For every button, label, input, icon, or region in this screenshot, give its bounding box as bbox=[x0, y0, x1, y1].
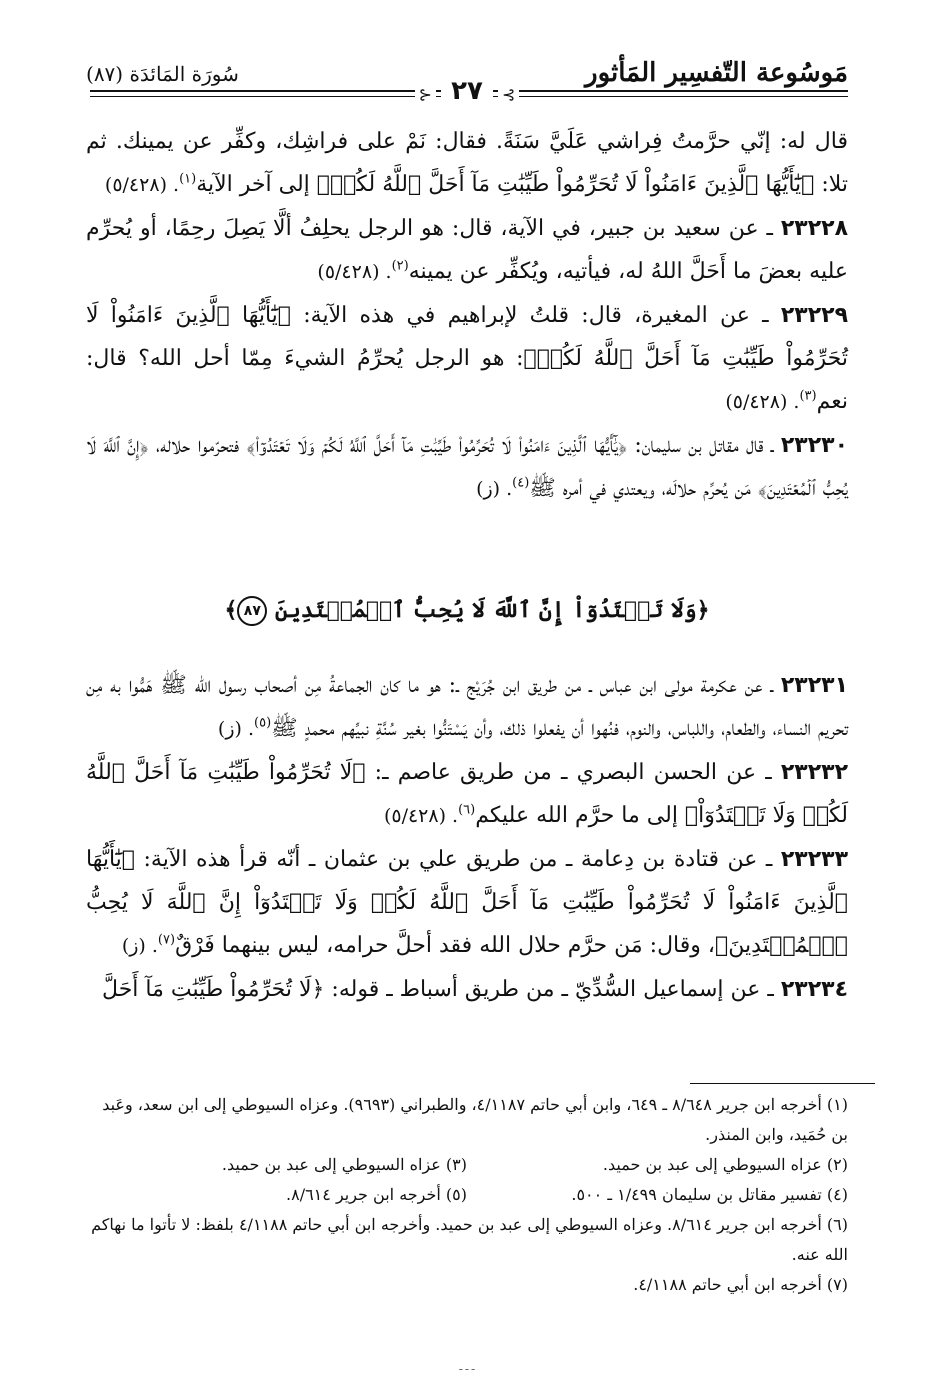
verse-close: ﴾ bbox=[224, 597, 238, 623]
verse-heading bbox=[86, 596, 848, 626]
narration-number: ٢٣٢٣٠ bbox=[780, 433, 848, 458]
narration-entry bbox=[86, 664, 848, 751]
footnote-marker: (٧) bbox=[157, 932, 176, 948]
footnotes bbox=[86, 1090, 848, 1300]
narration-entry bbox=[86, 294, 848, 424]
narration-entry bbox=[86, 207, 848, 294]
page-number-block bbox=[0, 76, 934, 106]
ornament-icon: ⊰ bbox=[498, 85, 519, 104]
footnote-5: (٥) أخرجه ابن جرير ٨/٦١٤. bbox=[286, 1185, 467, 1204]
verse-text: ﴿وَلَا تَعۡتَدُوٓاْ إِنَّ ٱللَّهَ لَا يُحِبُّ ٱلۡمُعۡتَدِينَ bbox=[275, 597, 710, 623]
paragraph-text: ـ عن إسماعيل السُّدِّيّ ـ من طريق أسباط ـ قوله: ﴿لَا تُحَرِّمُواْ طَيِّبَٰتِ مَآ أَحَلَّ bbox=[102, 977, 781, 1002]
source-ref: . (ز) bbox=[217, 718, 255, 740]
narration-number: ٢٣٢٣٤ bbox=[780, 977, 848, 1002]
surah-title: سُورَة المَائدَة (٨٧) bbox=[86, 62, 239, 86]
paragraph-text: ـ عن الحسن البصري ـ من طريق عاصم ـ: ﴿لَا تُحَرِّمُواْ طَيِّبَٰتِ مَآ أَحَلَّ ٱللَّهُ لَكُمۡ وَلَا تَعۡتَدُوٓاْ﴾ إلى ما حرَّم الله عليكم bbox=[86, 760, 848, 828]
paragraph-text: ـ عن عكرمة مولى ابن عباس ـ من طريق ابن جُرَيْج ـ: هو ما كان الجماعةُ مِن أصحاب رسول الله ﷺ هَمُّوا به مِن تحريم النساء، والطعام، واللباس، والنوم، فنُهوا أن يفعلوا ذلك، وأن يَسْتَنُّوا بغير سُنَّةِ نبيِّهم محمدٍ ﷺ bbox=[86, 673, 848, 741]
narration-entry bbox=[86, 838, 848, 968]
paragraph-text: ـ عن المغيرة، قال: قلتُ لإبراهيم في هذه الآية: ﴿يَٰٓأَيُّهَا ٱلَّذِينَ ءَامَنُواْ لَا تُحَرِّمُواْ طَيِّبَٰتِ مَآ أَحَلَّ ٱللَّهُ لَكُمۡ﴾: هو الرجل يُحرِّمُ الشيءَ مِمّا أحل الله؟ قال: نعم bbox=[86, 303, 848, 414]
source-ref: . (ز) bbox=[121, 935, 158, 957]
footnote-divider bbox=[690, 1083, 875, 1084]
book-title: مَوسُوعة التّفسِير المَأثور bbox=[585, 58, 848, 88]
footnote-marker: (٤) bbox=[512, 475, 530, 491]
footnote-row bbox=[86, 1180, 848, 1210]
ornament-icon: ⊱ bbox=[415, 85, 436, 104]
narration-number: ٢٣٢٣١ bbox=[780, 673, 848, 698]
paragraph-text: ـ عن سعيد بن جبير، في الآية، قال: هو الرجل يحلِفُ ألَّا يَصِلَ رحِمًا، أو يُحرِّم عليه بعضَ ما أَحَلَّ اللهُ له، فيأتيه، ويُكفِّر عن يمينه bbox=[86, 216, 848, 284]
footnote-4: (٤) تفسير مقاتل بن سليمان ١/٤٩٩ ـ ٥٠٠. bbox=[571, 1185, 848, 1204]
footnote-marker: (١) bbox=[179, 171, 197, 187]
narration-number: ٢٣٢٢٩ bbox=[780, 303, 848, 328]
narration-entry bbox=[86, 424, 848, 511]
footnote-2: (٢) عزاه السيوطي إلى عبد بن حميد. bbox=[602, 1155, 848, 1174]
footnote-1: (١) أخرجه ابن جرير ٨/٦٤٨ ـ ٦٤٩، وابن أبي حاتم ٤/١١٨٧، والطبراني (٩٦٩٣). وعزاه السيوطي إلى ابن سعد، وعَبد بن حُمَيد، وابن المنذر. bbox=[102, 1095, 848, 1144]
source-ref: . (٥/٤٢٨) bbox=[317, 261, 392, 283]
footnote-row bbox=[86, 1150, 848, 1180]
footnote-marker: (٢) bbox=[391, 258, 409, 274]
paragraph-text: قال له: إنّي حرَّمتُ فِراشي عَلَيَّ سَنَةً. فقال: نَمْ على فراشِك، وكفِّر عن يمينك. ثم تلا: ﴿يَٰٓأَيُّهَا ٱلَّذِينَ ءَامَنُواْ لَا تُحَرِّمُواْ طَيِّبَٰتِ مَآ أَحَلَّ ٱللَّهُ لَكُمۡ﴾ إلى آخر الآية bbox=[86, 129, 848, 197]
ayah-number-icon: ٨٧ bbox=[237, 596, 267, 626]
paragraph-text: ـ قال مقاتل بن سليمان: ﴿يَٰٓأَيُّهَا ٱلَّذِينَ ءَامَنُواْ لَا تُحَرِّمُواْ طَيِّبَٰتِ مَآ أَحَلَّ ٱللَّهُ لَكُمۡ وَلَا تَعۡتَدُوٓاْ﴾ فتحرّموا حلاله، ﴿إِنَّ ٱللَّهَ لَا يُحِبُّ ٱلۡمُعۡتَدِينَ﴾ مَن يُحرِّم حلالَه، ويعتدي في أمره ﷺ bbox=[86, 433, 848, 501]
footnote-7: (٧) أخرجه ابن أبي حاتم ٤/١١٨٨. bbox=[633, 1275, 848, 1294]
narration-number: ٢٣٢٣٢ bbox=[780, 760, 848, 785]
footnote-marker: (٥) bbox=[254, 715, 272, 731]
footnote-marker: (٦) bbox=[458, 802, 476, 818]
body-text-top bbox=[86, 120, 848, 511]
footnote-marker: (٣) bbox=[799, 388, 817, 404]
narration-entry bbox=[86, 751, 848, 838]
source-ref: . (ز) bbox=[476, 478, 513, 500]
narration-number: ٢٣٢٢٨ bbox=[780, 216, 848, 241]
footer-mark: ـ ـ ـ bbox=[459, 1362, 475, 1373]
source-ref: . (٥/٤٢٨) bbox=[725, 391, 800, 413]
paragraph bbox=[86, 120, 848, 207]
source-ref: . (٥/٤٢٨) bbox=[383, 805, 459, 827]
footnote-3: (٣) عزاه السيوطي إلى عبد بن حميد. bbox=[221, 1155, 467, 1174]
narration-number: ٢٣٢٣٣ bbox=[780, 847, 848, 872]
source-ref: . (٥/٤٢٨) bbox=[104, 174, 180, 196]
body-text-bottom bbox=[86, 664, 848, 1011]
paragraph-text: ـ عن قتادة بن دِعامة ـ من طريق علي بن عثمان ـ أنّه قرأ هذه الآية: ﴿يَٰٓأَيُّهَا ٱلَّذِينَ ءَامَنُواْ لَا تُحَرِّمُواْ طَيِّبَٰتِ مَآ أَحَلَّ ٱللَّهُ لَكُمۡ وَلَا تَعۡتَدُوٓاْ إِنَّ ٱللَّهَ لَا يُحِبُّ ٱلۡمُعۡتَدِينَ﴾، وقال: مَن حرَّم حلال الله فقد أحلَّ حرامه، ليس بينهما فَرْقٌ bbox=[86, 847, 848, 958]
footnote-6: (٦) أخرجه ابن جرير ٨/٦١٤. وعزاه السيوطي إلى عبد بن حميد. وأخرجه ابن أبي حاتم ٤/١١٨٨ بلفظ: لا تأتوا ما نهاكم الله عنه. bbox=[91, 1215, 848, 1264]
narration-entry bbox=[86, 968, 848, 1011]
page-number: ٢٧ bbox=[441, 76, 493, 106]
